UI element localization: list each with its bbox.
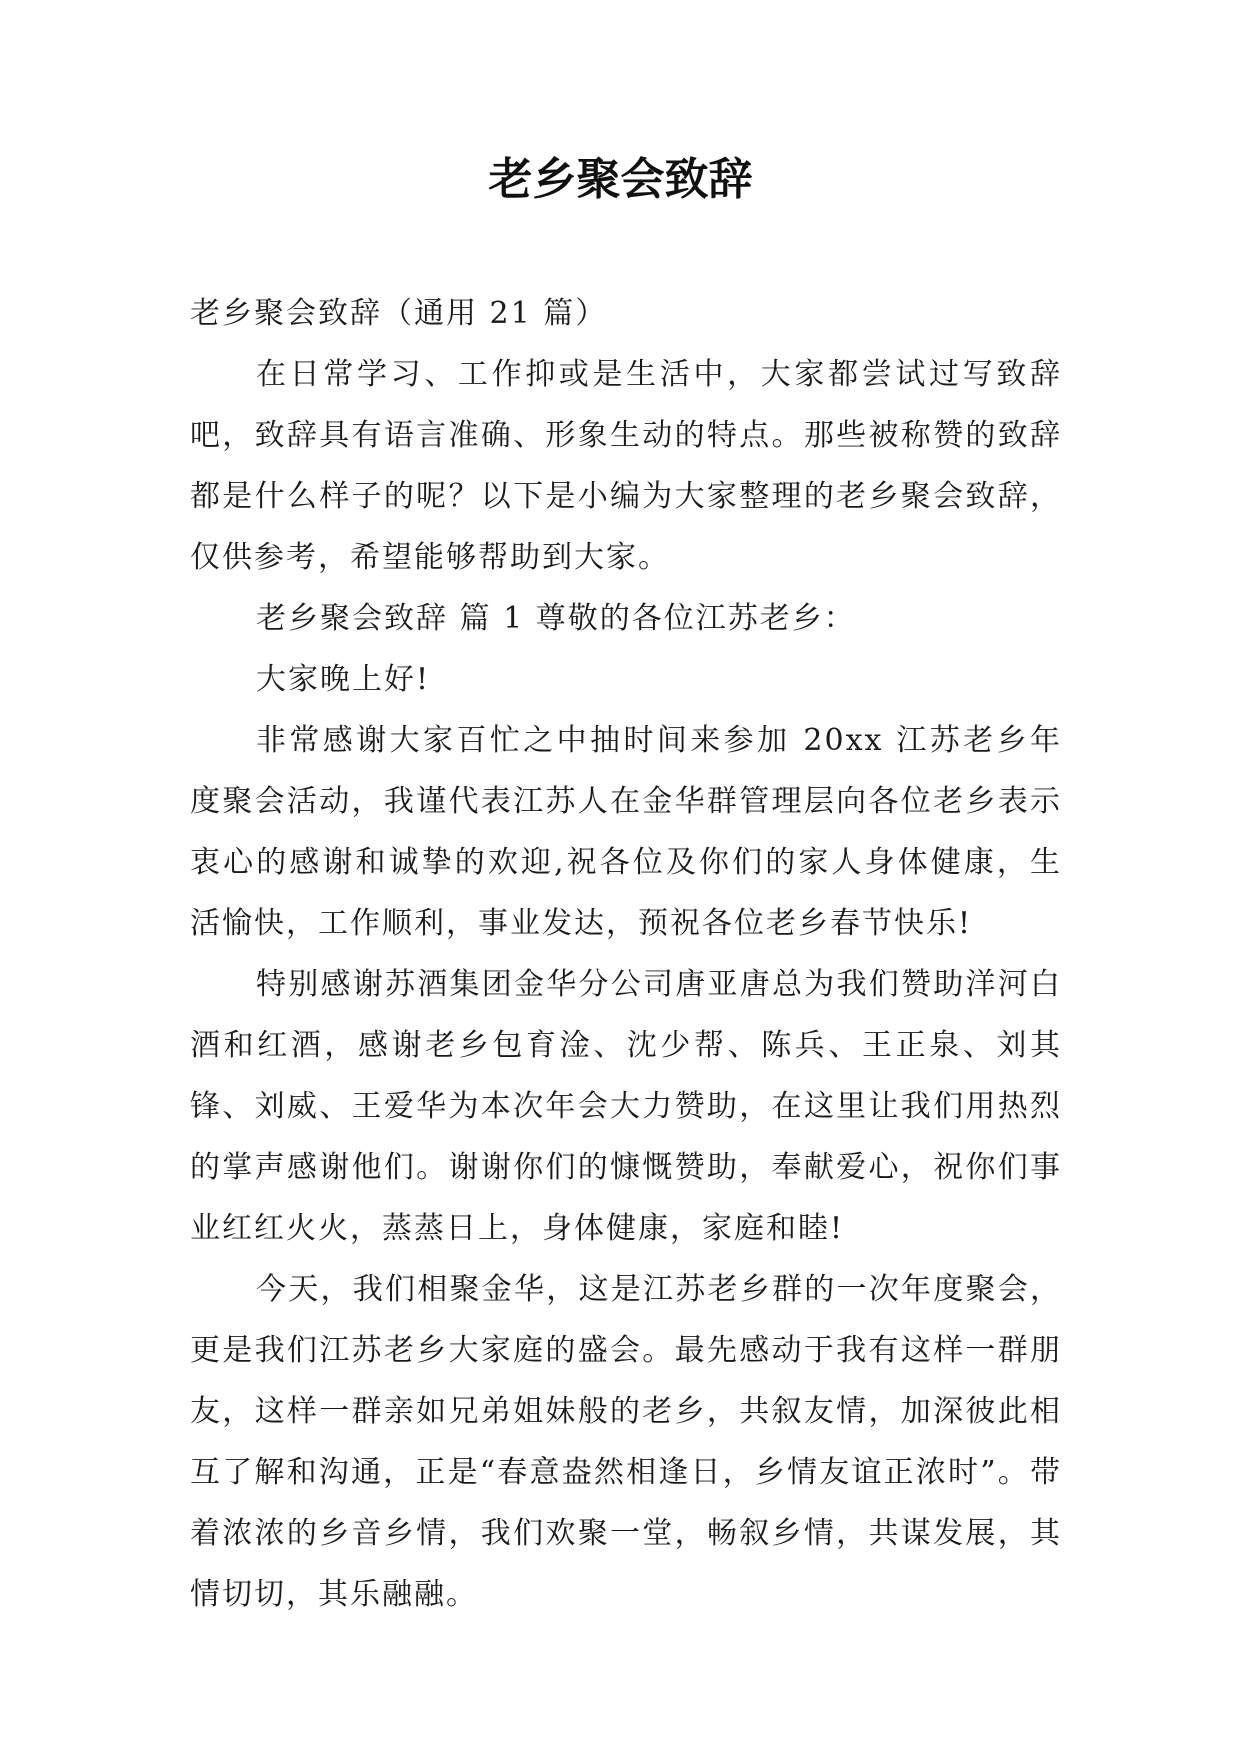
paragraph-sponsors: 特别感谢苏酒集团金华分公司唐亚唐总为我们赞助洋河白酒和红酒，感谢老乡包育淦、沈少帮、陈兵、王正泉、刘其锋、刘威、王爱华为本次年会大力赞助，在这里让我们用热烈的掌声感谢他们。谢谢你们的慷慨赞助，奉献爱心，祝你们事业红红火火，蒸蒸日上，身体健康，家庭和睦! [190, 967, 1062, 1246]
document-subtitle: 老乡聚会致辞（通用 21 篇） [190, 296, 608, 331]
document-body [190, 283, 1062, 1625]
paragraph-greeting: 大家晚上好! [256, 662, 431, 697]
paragraph-thanks: 非常感谢大家百忙之中抽时间来参加 20xx 江苏老乡年度聚会活动，我谨代表江苏人在金华群管理层向各位老乡表示衷心的感谢和诚挚的欢迎,祝各位及你们的家人身体健康，生活愉快，工作顺利，事业发达，预祝各位老乡春节快乐! [190, 723, 1062, 941]
paragraph-gathering: 今天，我们相聚金华，这是江苏老乡群的一次年度聚会，更是我们江苏老乡大家庭的盛会。最先感动于我有这样一群朋友，这样一群亲如兄弟姐妹般的老乡，共叙友情，加深彼此相互了解和沟通，正是“春意盎然相逢日，乡情友谊正浓时”。带着浓浓的乡音乡情，我们欢聚一堂，畅叙乡情，共谋发展，其情切切，其乐融融。 [190, 1272, 1062, 1612]
paragraph-section-heading: 老乡聚会致辞 篇 1 尊敬的各位江苏老乡： [256, 601, 856, 636]
document-title: 老乡聚会致辞 [488, 154, 753, 205]
paragraph-intro: 在日常学习、工作抑或是生活中，大家都尝试过写致辞吧，致辞具有语言准确、形象生动的特点。那些被称赞的致辞都是什么样子的呢？以下是小编为大家整理的老乡聚会致辞，仅供参考，希望能够帮助到大家。 [190, 357, 1062, 575]
